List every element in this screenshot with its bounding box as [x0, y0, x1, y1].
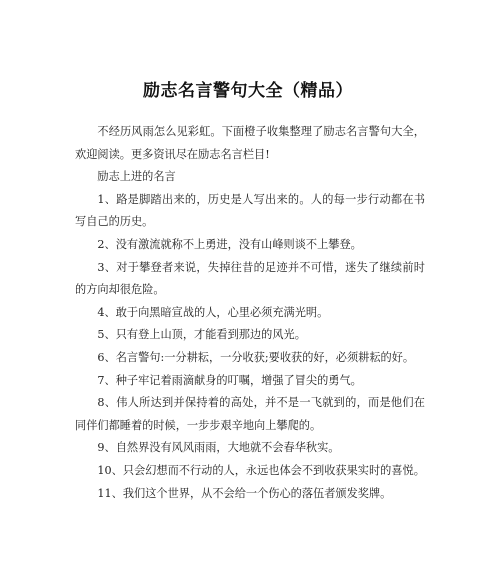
quote-item-9: 9、自然界没有风风雨雨，大地就不会春华秋实。 [97, 441, 340, 455]
quote-item-3: 3、对于攀登者来说，失掉往昔的足迹并不可惜，迷失了继续前时的方向却很危险。 [75, 260, 425, 297]
quote-item-7: 7、种子牢记着雨滴献身的叮嘱，增强了冒尖的勇气。 [97, 373, 362, 387]
quote-item-2: 2、没有激流就称不上勇进，没有山峰则谈不上攀登。 [97, 237, 362, 251]
quote-item-8: 8、伟人所达到并保持着的高处，并不是一飞就到的，而是他们在同伴们都睡着的时候，一步步艰辛地向上攀爬的。 [75, 396, 425, 432]
quote-item-1: 1、路是脚踏出来的，历史是人写出来的。人的每一步行动都在书写自己的历史。 [75, 192, 425, 229]
document-title: 励志名言警句大全（精品） [143, 81, 353, 101]
quote-item-4: 4、敢于向黑暗宣战的人，心里必须充满光明。 [97, 305, 329, 319]
document-body [75, 121, 425, 505]
quote-item-6: 6、名言警句:一分耕耘，一分收获;要收获的好，必须耕耘的好。 [97, 350, 415, 364]
intro-paragraph: 不经历风雨怎么见彩虹。下面橙子收集整理了励志名言警句大全，欢迎阅读。更多资讯尽在励志名言栏目! [75, 125, 425, 161]
quote-item-10: 10、只会幻想而不行动的人，永远也体会不到收获果实时的喜悦。 [97, 463, 425, 477]
section-heading: 励志上进的名言 [97, 170, 176, 184]
quote-item-5: 5、只有登上山顶，才能看到那边的风光。 [97, 328, 306, 342]
quote-item-11: 11、我们这个世界，从不会给一个伤心的落伍者颁发奖牌。 [97, 486, 392, 500]
